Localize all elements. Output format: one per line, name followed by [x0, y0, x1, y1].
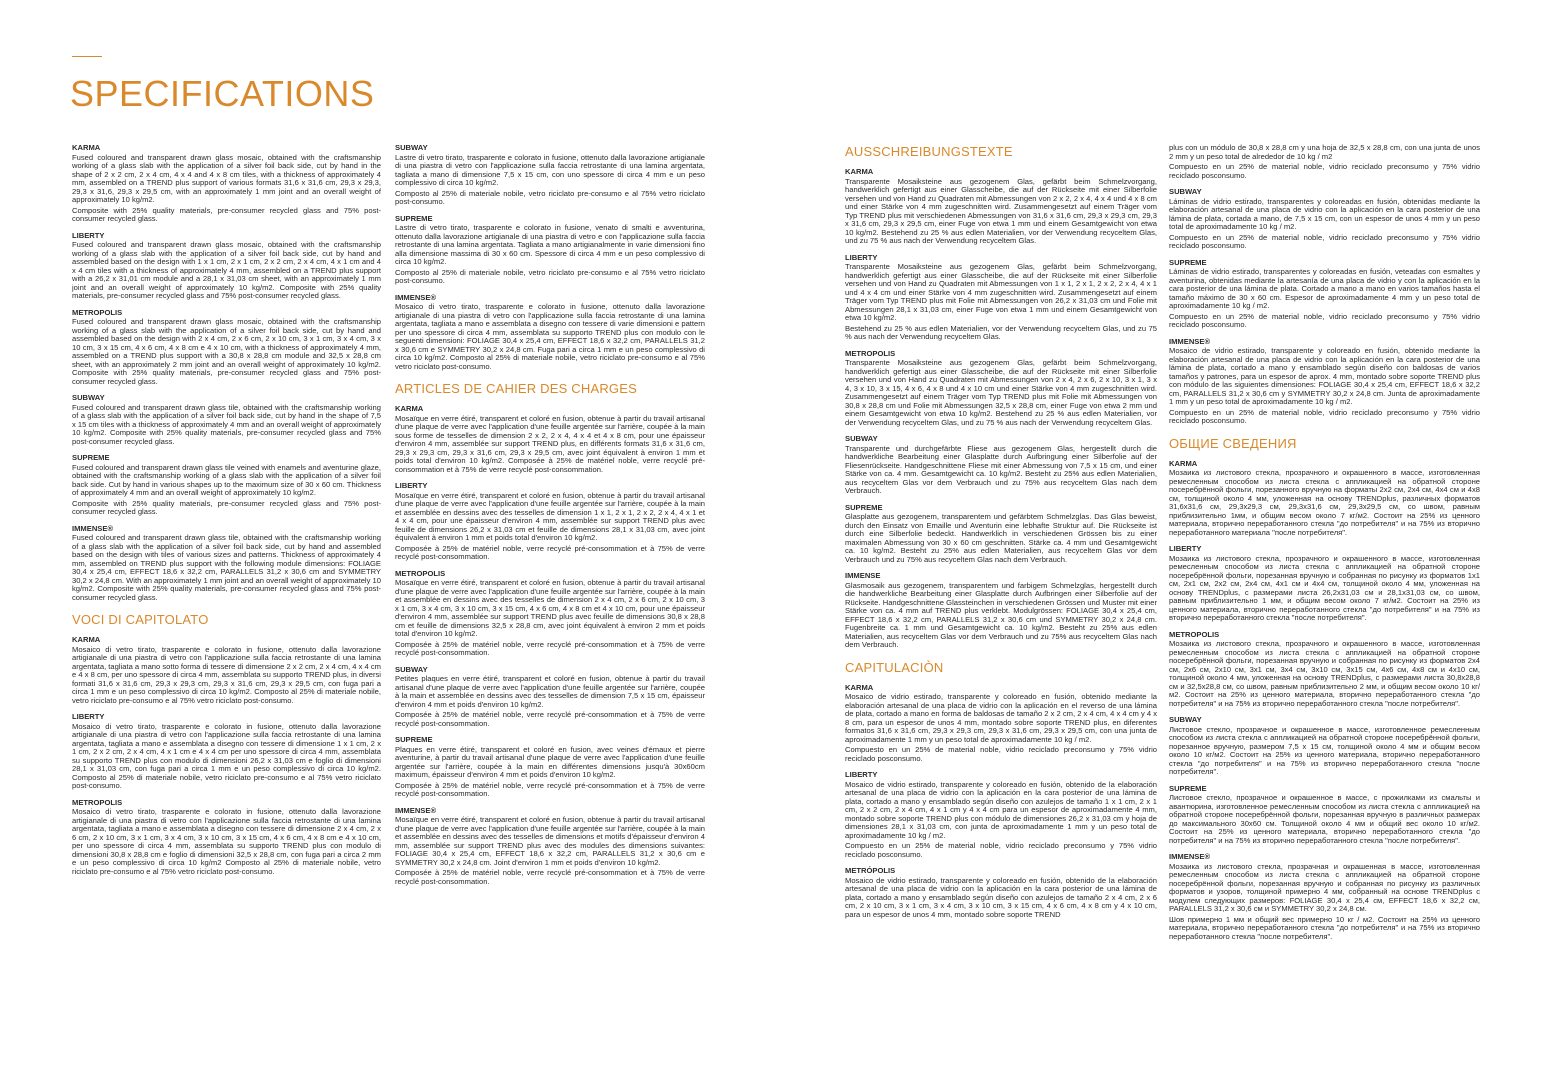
entry-title: LIBERTY — [1169, 544, 1202, 553]
entry-paragraph: Мозаика из листового стекла, прозрачного и окрашенного в массе, изготовленная ремесленным способом из листа стекла с аппликацией на обратной стороне посеребрённой фольги, порезанная вручную и собранная по рисунку из форматов 1x1 см, 2x1 см, 2x2 см, 2x4 см, 4x1 см и 4x4 см, толщиной около 4 мм, уложенная на основу TRENDplus, с размерами листа 26,2x31,03 см и 28,1x31,03 см, со швом, равным приблизительно 1 мм, и общим весом около 7 кг/м2. Состоит на 25% из ценного материала, вторично переработанного стекла "до потребителя" и на 75% из вторично переработанного стекла "после потребителя". — [1169, 553, 1480, 622]
entry-paragraph: Compuesto en un 25% de material noble, vidrio reciclado preconsumo y 75% vidrio reciclado posconsumo. — [1169, 162, 1480, 180]
spec-entry — [72, 636, 381, 705]
spec-entry — [72, 144, 381, 224]
column-3 — [845, 144, 1157, 927]
entry-title: METROPOLIS — [395, 568, 446, 578]
entry-title: LIBERTY — [395, 481, 428, 490]
entry-paragraph: Plaques en verre étiré, transparent et coloré en fusion, avec veines d'émaux et pierre aventurine, à partir du travail artisanal d'une plaque de verre avec l'application d'une feuille argentée sur l'arrière, coupée à la main en différentes dimensions jusqu'à 30x60cm maximum, épaisseur d'environ 4 mm et poids d'environ 10 kg/m2. — [395, 744, 705, 779]
entry-paragraph: Láminas de vidrio estirado, transparentes y coloreadas en fusión, veteadas con esmaltes y aventurina, obtenidas mediante la artesanía de una placa de vidrio y con la aplicación en la cara posterior de una lámina de plata. Cortado a mano a mano en varios tamaños hasta el tamaño máximo de 30 x 60 cm. Espesor de aproximadamente 4 mm y un peso total de aproximadamente 10 kg / m2. — [1169, 267, 1480, 310]
entry-paragraph: plus con un módulo de 30,8 x 28,8 cm y una hoja de 32,5 x 28,8 cm, con una junta de unos 2 mm y un peso total de alrededor de 10 kg / m2 — [1169, 143, 1480, 161]
entry-paragraph: Láminas de vidrio estirado, transparentes y coloreadas en fusión, obtenidas mediante la elaboración artesanal de una placa de vidrio con la aplicación en la cara posterior de una lámina de plata, cortada a mano, de 7,5 x 15 cm, con un espesor de unos 4 mm y un peso total de aproximadamente 10 kg / m2. — [1169, 196, 1480, 231]
entry-title: SUBWAY — [72, 393, 105, 402]
spec-entry — [72, 713, 381, 791]
entry-paragraph: Composite with 25% quality materials, pre-consumer recycled glass and 75% post-consumer recycled glass. — [72, 205, 381, 223]
entry-paragraph: Мозаика из листового стекла, прозрачного и окрашенного в массе, изготовленная ремесленным способом из листа стекла с аппликацией на обратной стороне посеребрённой фольги, порезанная вручную и собранная по рисунку из форматов 2x4 см, 2x6 см, 2x10 см, 3x1 см, 3x4 см, 3x10 см, 3x15 см, 4x6 см, 4x8 см и 4x10 см, толщиной около 4 мм, уложенная на основу TRENDplus, с размерами листа 30,8x28,8 см и 32,5x28,8 см, со швом, равным приблизительно 2 мм, и общим весом около 10 кг/м2. Состоит на 25% из ценного материала, вторично переработанного стекла "до потребителя" и на 75% из вторично переработанного стекла "после потребителя". — [1169, 639, 1480, 708]
entry-title: IMMENSE® — [1169, 852, 1211, 861]
spec-entry — [72, 454, 381, 517]
entry-title: SUBWAY — [395, 143, 428, 152]
spec-entry — [395, 405, 705, 474]
entry-title: KARMA — [72, 143, 101, 152]
spec-entry — [845, 254, 1157, 342]
entry-paragraph: Шов примерно 1 мм и общий вес примерно 10 кг / м2. Состоит на 25% из ценного материала, вторично переработанного стекла "до потребителя" и на 75% из вторично переработанного стекла "после потребителя". — [1169, 914, 1480, 941]
entry-title: SUBWAY — [395, 664, 428, 674]
entry-title: SUPREME — [845, 502, 883, 512]
entry-title: KARMA — [1169, 458, 1198, 468]
entry-paragraph: Compuesto en un 25% de material noble, vidrio reciclado preconsumo y 75% vidrio reciclado posconsumo. — [1169, 232, 1480, 250]
entry-paragraph: Листовое стекло, прозрачное и окрашенное в массе, с прожилками из смальты и авантюрина, изготовленное ремесленным способом из листа стекла с аппликацией на обратной стороне посеребрённой фольги, порезанная вручную в различных размерах до максимального 30x60 см. Толщиной около 4 мм и общий вес около 10 кг/м2. Состоит на 25% из ценного материала, вторично переработанного стекла "до потребителя" и на 75% из вторично переработанного стекла "после потребителя". — [1169, 793, 1480, 845]
entry-title: LIBERTY — [845, 252, 878, 262]
entry-paragraph: Fused coloured and transparent drawn glass tile veined with enamels and aventurine glaze, obtained with the craftsmanship working of a glass slab with the application of a silver foil back side. Cut by hand in various shapes up to the maximum size of 30 x 60 cm. Thickness of approximately 4 mm and an overall weight of approximately 10 kg/m2. — [72, 462, 381, 497]
spec-entry — [395, 144, 705, 207]
spec-entry — [395, 807, 705, 887]
entry-paragraph: Mosaico di vetro tirato, trasparente e colorato in fusione, ottenuto dalla lavorazione artigianale di una piastra di vetro con l'applicazione sulla faccia retrostante di una lamina argentata, tagliata a mano e assemblata a disegno con tessere di dimensione 1 x 1 cm, 2 x 1 cm, 2 x 2 cm, 2 x 4 cm, 4 x 1 cm e 4 x 4 cm per uno spessore di circa 4 mm, assemblata su supporto TREND plus con modulo di dimensioni 26,2 x 31,03 cm e foglio di dimensioni 28,1 x 31,03 cm, con fuga pari a circa 1 mm e un peso complessivo di circa 10 kg/m2. Composto al 25% di materiale nobile, vetro riciclato pre-consumo e al 75% vetro riciclato post-consumo. — [72, 721, 381, 790]
page-title: SPECIFICATIONS — [70, 73, 375, 114]
entry-title: IMMENSE — [845, 571, 881, 580]
entry-title: METRÓPOLIS — [845, 866, 896, 875]
spec-entry — [1169, 259, 1480, 330]
entry-paragraph: Mosaico di vetro tirato, trasparente e colorato in fusione, ottenuto dalla lavorazione artigianale di una piastra di vetro con l'applicazione sulla faccia retrostante di una lamina argentata, tagliata a mano e assemblata a disegno con tessere di varie dimensioni e pattern per uno spessore di circa 4 mm, assemblata su supporto TREND plus con modulo con le seguenti dimensioni: FOLIAGE 30,4 x 25,4 cm, EFFECT 18,6 x 32,2 cm, PARALLELS 31,2 x 30,6 cm e SYMMETRY 30,2 x 24,8 cm. Fuga pari a circa 1 mm e un peso complessivo di circa 10 kg/m2. Composto al 25% di materiale nobile, vetro riciclato pre-consumo e al 75% vetro riciclato post-consumo. — [395, 302, 705, 371]
spec-entry — [1169, 631, 1480, 709]
entry-title: METROPOLIS — [1169, 629, 1220, 639]
column-4 — [1169, 144, 1480, 949]
section-heading: CAPITULACIÒN — [845, 659, 944, 675]
entry-paragraph: Mosaico de vidrio estirado, transparente y coloreado en fusión, obtenido de la elaboración artesanal de una placa de vidrio con la aplicación en la cara posterior de una lámina de plata, cortado a mano y ensamblado según diseño con azulejos de tamaño 2 x 4 cm, 2 x 6 cm, 2 x 10 cm, 3 x 1 cm, 3 x 4 cm, 3 x 10 cm, 3 x 15 cm, 4 x 6 cm, 4 x 8 cm y 4 x 10 cm, para un espesor de unos 4 mm, montado sobre soporte TREND — [845, 875, 1157, 919]
entry-paragraph: Composée à 25% de matériel noble, verre recyclé pré-consommation et à 75% de verre recyclé post-consommation. — [395, 780, 705, 798]
entry-paragraph: Мозаика из листового стекла, прозрачная и окрашенная в массе, изготовленная ремесленным способом из листа стекла с аппликацией на обратной стороне посеребрённой фольги, порезанная вручную и собранная по рисунку из различных форматов и узоров, толщиной примерно 4 мм, собранный на основе TRENDplus с модулем следующих размеров: FOLIAGE 30,4 x 25,4 см, EFFECT 18,6 x 32,2 см, PARALLELS 31,2 x 30,6 см и SYMMETRY 30,2 x 24,8 см. — [1169, 861, 1480, 913]
entry-paragraph: Mosaico di vetro tirato, trasparente e colorato in fusione, ottenuto dalla lavorazione artigianale di una piastra di vetro con l'applicazione sulla faccia retrostante di una lamina argentata, tagliata a mano e assemblata a disegno con tessere di dimensione 2 x 4 cm, 2 x 6 cm, 2 x 10 cm, 3 x 1 cm, 3 x 4 cm, 3 x 10 cm, 3 x 15 cm, 4 x 6 cm, 4 x 8 cm e 4 x 10 cm, per uno spessore di circa 4 mm, assemblata su supporto TREND plus con modulo di dimensioni 30,8 x 28,8 cm e foglio di dimensioni 32,5 x 28,8 cm, con fuga pari a circa 2 mm e un peso complessivo di circa 10 kg/m2 Composto al 25% di materiale nobile, vetro riciclato pre-consumo e al 75% vetro riciclato post-consumo. — [72, 807, 381, 876]
entry-title: SUPREME — [72, 453, 110, 462]
spec-entry — [1169, 716, 1480, 777]
entry-title: IMMENSE® — [1169, 336, 1211, 346]
entry-paragraph: Lastre di vetro tirato, trasparente e colorato in fusione, venato di smalti e avventurina, ottenuto dalla lavorazione artigianale di una piastra di vetro e con l'applicazione sulla faccia retrostante di una lamina argentata. Tagliata a mano artigianalmente in varie dimensioni fino alla dimensione massima di 30 x 60 cm. Spessore di circa 4 mm e un peso complessivo di circa 10 kg/m2. — [395, 223, 705, 266]
entry-paragraph: Fused coloured and transparent drawn glass mosaic, obtained with the craftsmanship working of a glass slab with the application of a silver foil back side, cut by hand and assembled based on the design with 2 x 4 cm, 2 x 6 cm, 2 x 10 cm, 3 x 1 cm, 3 x 4 cm, 3 x 10 cm, 3 x 15 cm, 4 x 6 cm, 4 x 8 cm e 4 x 10 cm, with a thickness of approximately 4 mm, assembled on a TREND plus support with a 30,8 x 28,8 cm module and 32,5 x 28,8 cm sheet, with an approximately 2 mm joint and an overall weight of approximately 10 kg/m2. Composite with 25% quality materials, pre-consumer recycled glass and 75% post-consumer recycled glass. — [72, 317, 381, 386]
entry-paragraph: Mosaïque en verre étiré, transparent et coloré en fusion, obtenue à partir du travail artisanal d'une plaque de verre avec l'application d'une feuille argentée sur l'arrière, coupée à la main sous forme de tesselles de dimension 2 x 2, 2 x 4, 4 x 4 et 4 x 8 cm, pour une épaisseur d'environ 4 mm, assemblée sur support TREND plus, en différents formats 31,6 x 31,6 cm, 29,3 x 29,3 cm, 29,3 x 31,6 cm, 29,3 x 29,5 cm, avec joint équivalent à environ 1 mm et poids total d'environ 10 kg/m2. Composée à 25% de matériel noble, verre recyclé pré-consommation et à 75% de verre recyclé post-consommation. — [395, 413, 705, 474]
section-heading: VOCI DI CAPITOLATO — [72, 612, 209, 627]
spec-entry — [1169, 460, 1480, 538]
entry-title: KARMA — [72, 635, 101, 644]
entry-title: SUPREME — [395, 213, 433, 223]
spec-entry — [845, 572, 1157, 650]
entry-paragraph: Transparente und durchgefärbte Fliese aus gezogenem Glas, hergestellt durch die handwerkliche Bearbeitung einer Glasplatte durch Aufbringung einer Silberfolie auf der Fliesenrückseite. Handgeschnittene Fliese mit einer Abmessung von 7,5 x 15 cm, und einer Stärke von ca. 4 mm. Gesamtgewicht ca. 10 kg/m2. Besteht zu 25% aus edlen Materialien, aus recyceltem Glas vor dem Verbrauch und zu 75% aus recyceltem Glas nach dem Verbrauch. — [845, 443, 1157, 495]
entry-paragraph: Glasplatte aus gezogenem, transparentem und gefärbtem Schmelzglas. Das Glas beweist, durch den Einsatz von Emaille und Aventurin eine lebhafte Struktur auf. Die Rückseite ist durch eine Silberfolie bedeckt. Handwerklich in verschiedenen Grössen bis zu einer maximalen Abmessung von 30 x 60 cm geschnitten. Stärke ca. 4 mm und Gesamtgewicht ca. 10 kg/m2. Besteht zu 25% aus edlen Materialien, aus recyceltem Glas vor dem Verbrauch und zu 75% aus recyceltem Glas nach dem Verbrauch. — [845, 512, 1157, 564]
entry-title: SUBWAY — [1169, 187, 1202, 196]
spec-entry — [845, 684, 1157, 764]
column-2 — [395, 144, 705, 894]
spec-entry — [845, 168, 1157, 246]
spec-entry — [1169, 188, 1480, 251]
entry-paragraph: Mosaico de vidrio estirado, transparente y coloreado en fusión, obtenido mediante la elaboración artesanal de una placa de vidrio con la aplicación en la cara posterior de una lámina de plata, cortado a mano y ensamblado según diseño con baldosas de varios tamaños y patrones, para un espesor de aprox. 4 mm, montado sobre soporte TREND plus con módulo de las siguientes dimensiones: FOLIAGE 30,4 x 25,4 cm, EFFECT 18,6 x 32,2 cm, PARALLELS 31,2 x 30,6 cm y SYMMETRY 30,2 x 24,8 cm. Junta de aproximadamente 1 mm y un peso total de aproximadamente 10 kg / m2. — [1169, 346, 1480, 406]
entry-paragraph: Glasmosaik aus gezogenem, transparentem und farbigem Schmelzglas, hergestellt durch die handwerkliche Bearbeitung einer Glasplatte durch Aufbringen einer Silberfolie auf der Rückseite. Handgeschnittene Glassteinchen in verschiedenen Grössen und Muster mit einer Stärke von ca. 4 mm auf TREND plus verklebt. Modulgrössen: FOLIAGE 30,4 x 25,4 cm, EFFECT 18,6 x 32,2 cm, PARALLELS 31,2 x 30,6 cm und SYMMETRY 30,2 x 24,8 cm. Fugenbreite ca. 1 mm und Gesamtgewicht ca. 10 kg/m2. Besteht zu 25% aus edlen Materialien, aus recyceltem Glas vor dem Verbrauch und zu 75% aus recyceltem Glas nach dem Verbrauch. — [845, 580, 1157, 649]
entry-paragraph: Petites plaques en verre étiré, transparent et coloré en fusion, obtenue à partir du travail artisanal d'une plaque de verre avec l'application d'une feuille argentée sur l'arrière, coupée à la main et assemblée en dessins avec des tesselles de dimension 7,5 x 15 cm, épaisseur d'environ 4 mm et poids d'environ 10 kg/m2. — [395, 674, 705, 709]
entry-title: LIBERTY — [72, 712, 105, 721]
entry-title: SUPREME — [1169, 783, 1207, 793]
entry-paragraph: Листовое стекло, прозрачное и окрашенное в массе, изготовленное ремесленным способом из листа стекла с аппликацией на обратной стороне посеребрённой фольги, порезанное вручную, размером 7,5 x 15 см, толщиной около 4 мм и общим весом около 10 кг/м2. Состоит на 25% из ценного материала, вторично переработанного стекла "до потребителя" и на 75% из вторично переработанного стекла "после потребителя". — [1169, 724, 1480, 776]
entry-paragraph: Mosaïque en verre étiré, transparent et coloré en fusion, obtenue à partir du travail artisanal d'une plaque de verre avec l'application d'une feuille argentée sur l'arrière, coupée à la main et assemblée en dessins avec des tesselles de dimension 1 x 1, 2 x 1, 2 x 2, 2 x 4, 4 x 1 et 4 x 4 cm, pour une épaisseur d'environ 4 mm, assemblée sur support TREND plus avec feuille de dimensions 26,2 x 31,03 cm et feuille de dimensions 28,1 x 31,03 cm, avec joint équivalent à environ 1 mm et poids total d'environ 10 kg/m2. — [395, 490, 705, 542]
entry-title: METROPOLIS — [72, 797, 123, 807]
spec-entry — [395, 736, 705, 799]
spec-entry — [1169, 785, 1480, 846]
spec-entry — [72, 799, 381, 877]
entry-paragraph: Composite with 25% quality materials, pre-consumer recycled glass and 75% post-consumer recycled glass. — [72, 498, 381, 516]
entry-paragraph: Transparente Mosaiksteine aus gezogenem Glas, gefärbt beim Schmelzvorgang, handwerklich gefertigt aus einer Glasscheibe, die auf der Rückseite mit einer Silberfolie versehen und von Hand zu Quadraten mit Abmessungen von 1 x 1, 2 x 1, 2 x 2, 2 x 4, 4 x 1 und 4 x 4 cm und einer Stärke von 4 mm zugeschnitten wird. Zusammengesetzt auf einem Träger vom Typ TREND plus mit Folie mit Abmessungen von 26,2 x 31,03 cm und Folie mit Abmessungen 28,1 x 31,03 cm, einer Fuge von etwa 1 mm und einem Gesamtgewicht von etwa 10 kg/m2. — [845, 262, 1157, 322]
entry-paragraph: Composée à 25% de matériel noble, verre recyclé pré-consommation et à 75% de verre recyclé post-consommation. — [395, 639, 705, 657]
spec-entry — [72, 232, 381, 301]
entry-title: METROPOLIS — [845, 348, 896, 358]
spec-entry — [72, 394, 381, 446]
entry-title: SUPREME — [395, 735, 433, 744]
section-heading: ARTICLES DE CAHIER DES CHARGES — [395, 381, 637, 396]
spec-entry — [845, 771, 1157, 859]
spec-entry — [72, 309, 381, 387]
entry-paragraph: Compuesto en un 25% de material noble, vidrio reciclado preconsumo y 75% vidrio reciclado posconsumo. — [845, 841, 1157, 859]
entry-paragraph: Fused coloured and transparent drawn glass tile, obtained with the craftsmanship working of a glass slab with the application of a silver foil back side, cut by hand and assembled based on the design with tiles of various sizes and patterns. Thickness of approximately 4 mm, assembled on TREND plus support with the following module dimensions: FOLIAGE 30,4 x 25,4 cm, EFFECT 18,6 x 32,2 cm, PARALLELS 31,2 x 30,6 cm and SYMMETRY 30,2 x 24,8 cm. With an approximately 1 mm joint and an overall weight of approximately 10 kg/m2. Composite with 25% quality materials, pre-consumer recycled glass and 75% post-consumer recycled glass. — [72, 533, 381, 602]
entry-title: IMMENSE® — [395, 805, 437, 815]
spec-entry — [395, 570, 705, 658]
entry-title: KARMA — [395, 404, 424, 413]
entry-paragraph: Fused coloured and transparent drawn glass mosaic, obtained with the craftsmanship working of a glass slab with the application of a silver foil back side, cut by hand and assembled based on the design with 1 x 1 cm, 2 x 1 cm, 2 x 2 cm, 2 x 4 cm, 4 x 1 cm and 4 x 4 cm tiles with a thickness of approximately 4 mm, assembled on a TREND plus support with a 26,2 x 31,01 cm module and a 28,1 x 31,03 cm sheet, with an approximately 1 mm joint and an overall weight of approximately 10 kg/m2. Composite with 25% quality materials, pre-consumer recycled glass and 75% post-consumer recycled glass. — [72, 240, 381, 300]
entry-title: METROPOLIS — [72, 307, 123, 317]
entry-paragraph: Compuesto en un 25% de material noble, vidrio reciclado preconsumo y 75% vidrio reciclado posconsumo. — [1169, 407, 1480, 425]
spec-entry — [845, 435, 1157, 496]
spec-entry — [1169, 338, 1480, 426]
entry-paragraph: Lastre di vetro tirato, trasparente e colorato in fusione, ottenuto dalla lavorazione artigianale di una piastra di vetro con l'applicazione sulla faccia retrostante di una lamina argentata, tagliata a mano di dimensione 7,5 x 15 cm, con uno spessore di circa 4 mm e un peso complessivo di circa 10 kg/m2. — [395, 152, 705, 187]
spec-entry — [395, 666, 705, 729]
spec-entry — [395, 482, 705, 562]
entry-title: SUBWAY — [845, 434, 878, 443]
spec-entry — [845, 504, 1157, 565]
section-heading: ОБЩИЕ СВЕДЕНИЯ — [1169, 435, 1297, 451]
entry-paragraph: Мозаика из листового стекла, прозрачного и окрашенного в массе, изготовленная ремесленным способом из листа стекла с аппликацией на обратной стороне посеребрённой фольги, порезанного вручную на форматы 2x2 см, 2x4 см, 4x4 см и 4x8 см, толщиной около 4 мм, уложенная на основу TRENDplus, различных форматов 31,6x31,6 см, 29,3x29,3 см, 29,3x31,6 см, 29,3x29,5 см, со швом, равным приблизительно 1мм, и общим весом около 7 кг/м2. Состоит на 25% из ценного материала, вторично переработанного стекла "до потребителя" и на 75% из вторично переработанного материала "после потребителя". — [1169, 468, 1480, 537]
spec-entry — [1169, 144, 1480, 180]
entry-paragraph: Compuesto en un 25% de material noble, vidrio reciclado preconsumo y 75% vidrio reciclado posconsumo. — [1169, 311, 1480, 329]
title-accent-rule — [72, 56, 102, 57]
entry-paragraph: Transparente Mosaiksteine aus gezogenem Glas, gefärbt beim Schmelzvorgang, handwerklich gefertigt aus einer Glasscheibe, die auf der Rückseite mit einer Silberfolie versehen und von Hand zu Quadraten mit Abmessungen von 2 x 2, 2 x 4, 4 x 4 und 4 x 8 cm und einer Stärke von 4 mm zugeschnitten wird. Zusammengesetzt auf einem Träger vom Typ TREND plus mit verschiedenen Abmessungen von 31,6 x 31,6 cm, 29,3 x 29,3 cm, 29,3 x 31,6 cm, 29,3 x 29,5 cm, einer Fuge von etwa 1 mm und einem Gesamtgewicht von etwa 10 kg/m2. Bestehend zu 25 % aus edlen Materialien, vor der Verwendung recyceltem Glas, und zu 75 % aus nach der Verwendung recyceltem Glas. — [845, 176, 1157, 245]
entry-paragraph: Mosaïque en verre étiré, transparent et coloré en fusion, obtenue à partir du travail artisanal d'une plaque de verre avec l'application d'une feuille argentée sur l'arrière, coupée à la main et assemblée en dessins avec des tesselles de dimensions et motifs d'épaisseur d'environ 4 mm, assemblée sur support TREND plus avec des modules des dimensions suivantes: FOLIAGE 30,4 x 25,4 cm, EFFECT 18,6 x 32,2 cm, PARALLELS 31,2 x 30,6 cm e SYMMETRY 30,2 x 24,8 cm. Joint d'environ 1 mm et poids d'environ 10 kg/m2. — [395, 815, 705, 867]
entry-title: SUBWAY — [1169, 715, 1202, 724]
entry-paragraph: Composée à 25% de matériel noble, verre recyclé pré-consommation et à 75% de verre recyclé post-consommation. — [395, 868, 705, 886]
entry-paragraph: Composto al 25% di materiale nobile, vetro riciclato pre-consumo e al 75% vetro riciclato post-consumo. — [395, 267, 705, 285]
entry-paragraph: Composée à 25% de matériel noble, verre recyclé pré-consommation et à 75% de verre recyclé post-consommation. — [395, 543, 705, 561]
spec-entry — [72, 525, 381, 603]
entry-title: IMMENSE® — [72, 523, 114, 533]
entry-title: LIBERTY — [72, 230, 105, 240]
spec-entry — [1169, 853, 1480, 941]
spec-entry — [845, 350, 1157, 428]
entry-paragraph: Fused coloured and transparent drawn glass mosaic, obtained with the craftsmanship working of a glass slab with the application of a silver foil back side, cut by hand in the shape of 2 x 2 cm, 2 x 4 cm, 4 x 4 and 4 x 8 cm tiles, with a thickness of approximately 4 mm, assembled on a TREND plus support of various formats 31,6 x 31,6 cm, 29,3 x 29,3, 29,3 x 31,6, 29,3 x 29,5 cm, with an approximately 1 mm joint and an overall weight of approximately 10 kg/m2. — [72, 152, 381, 204]
entry-paragraph: Bestehend zu 25 % aus edlen Materialien, vor der Verwendung recyceltem Glas, und zu 75 % aus nach der Verwendung recyceltem Glas. — [845, 323, 1157, 341]
entry-paragraph: Compuesto en un 25% de material noble, vidrio reciclado preconsumo y 75% vidrio reciclado posconsumo. — [845, 745, 1157, 763]
spec-entry — [1169, 545, 1480, 623]
spec-entry — [395, 215, 705, 286]
entry-title: LIBERTY — [845, 770, 878, 779]
entry-paragraph: Fused coloured and transparent drawn glass tile, obtained with the craftsmanship working of a glass slab with the application of a silver foil back side, cut by hand in the shape of 7,5 x 15 cm tiles with a thickness of approximately 4 mm and an overall weight of approximately 10 kg/m2. Composite with 25% quality materials, pre-consumer recycled glass and 75% post-consumer recycled glass. — [72, 402, 381, 446]
spec-entry — [845, 867, 1157, 919]
entry-title: KARMA — [845, 682, 874, 692]
entry-paragraph: Mosaico de vidrio estirado, transparente y coloreado en fusión, obtenido mediante la elaboración artesanal de una placa de vidrio con la aplicación en el reverso de una lámina de plata, cortado a mano en forma de baldosas de tamaño 2 x 2 cm, 2 x 4 cm, 4 x 4 cm y 4 x 8 cm, para un espesor de unos 4 mm, montado sobre soporte TREND plus, en diferentes formatos 31,6 x 31,6 cm, 29,3 x 29,3 cm, 29,3 x 31,6 cm, 29,3 x 29,5 cm, con una junta de aproximadamente 1 mm y un peso total de aproximadamente 10 kg / m2. — [845, 692, 1157, 744]
column-1 — [72, 144, 381, 884]
entry-paragraph: Composée à 25% de matériel noble, verre recyclé pré-consommation et à 75% de verre recyclé post-consommation. — [395, 710, 705, 728]
spec-entry — [395, 294, 705, 372]
section-heading: AUSSCHREIBUNGSTEXTE — [845, 144, 1013, 159]
entry-paragraph: Composto al 25% di materiale nobile, vetro riciclato pre-consumo e al 75% vetro riciclato post-consumo. — [395, 188, 705, 206]
entry-title: IMMENSE® — [395, 292, 437, 302]
entry-paragraph: Mosaïque en verre étiré, transparent et coloré en fusion, obtenue à partir du travail artisanal d'une plaque de verre avec l'application d'une feuille argentée sur l'arrière, coupée à la main et assemblée en dessins avec des tesselles de dimension 2 x 4 cm, 2 x 6 cm, 2 x 10 cm, 3 x 1 cm, 3 x 4 cm, 3 x 10 cm, 3 x 15 cm, 4 x 6 cm, 4 x 8 cm et 4 x 10 cm, pour une épaisseur d'environ 4 mm, assemblée sur support TREND plus avec feuille de dimensions 30,8 x 28,8 cm et feuille de dimensions 32,5 x 28,8 cm, avec joint équivalent à environ 2 mm et poids total d'environ 10 kg/m2. — [395, 578, 705, 638]
entry-paragraph: Mosaico di vetro tirato, trasparente e colorato in fusione, ottenuto dalla lavorazione artigianale di una piastra di vetro con l'applicazione sulla faccia retrostante di una lamina argentata, tagliata a mano sotto forma di tessere di dimensione 2 x 2 cm, 2 x 4 cm, 4 x 4 cm e 4 x 8 cm, per uno spessore di circa 4 mm, assemblata su supporto TREND plus, in diversi formati 31,6 x 31,6 cm, 29,3 x 29,3 cm, 29,3 x 31,6 cm, 29,3 x 29,5 cm, con fuga pari a circa 1 mm e un peso complessivo di circa 10 kg/m2. Composto al 25% di materiale nobile, vetro riciclato pre-consumo e al 75% vetro riciclato post-consumo. — [72, 644, 381, 705]
entry-title: KARMA — [845, 167, 874, 176]
entry-title: SUPREME — [1169, 257, 1207, 267]
entry-paragraph: Transparente Mosaiksteine aus gezogenem Glas, gefärbt beim Schmelzvorgang, handwerklich gefertigt aus einer Glasscheibe, die auf der Rückseite mit einer Silberfolie versehen und von Hand zu Quadraten mit Abmessungen von 2 x 4, 2 x 6, 2 x 10, 3 x 1, 3 x 4, 3 x 10, 3 x 15, 4 x 6, 4 x 8 und 4 x 10 cm und einer Stärke von 4 mm zugeschnitten wird. Zusammengesetzt auf einem Träger vom Typ TREND plus mit Folie mit Abmessungen von 30,8 x 28,8 cm und Folie mit Abmessungen 32,5 x 28,8 cm, einer Fuge von etwa 2 mm und einem Gesamtgewicht von etwa 10 kg/m2. Bestehend zu 25 % aus edlen Materialien, vor der Verwendung recyceltem Glas, und zu 75 % aus nach der Verwendung recyceltem Glas. — [845, 358, 1157, 427]
entry-paragraph: Mosaico de vidrio estirado, transparente y coloreado en fusión, obtenido de la elaboración artesanal de una placa de vidrio con la aplicación en la cara posterior de una lámina de plata, cortado a mano y ensamblado según diseño con azulejos de tamaño 1 x 1 cm, 2 x 1 cm, 2 x 2 cm, 2 x 4 cm, 4 x 1 cm y 4 x 4 cm para un espesor de aproximadamente 4 mm, montado sobre soporte TREND plus con módulo de dimensiones 26,2 x 31,03 cm y hoja de dimensiones 28,1 x 31,03 cm, con junta de aproximadamente 1 mm y un peso total de aproximadamente 10 kg / m2. — [845, 779, 1157, 840]
